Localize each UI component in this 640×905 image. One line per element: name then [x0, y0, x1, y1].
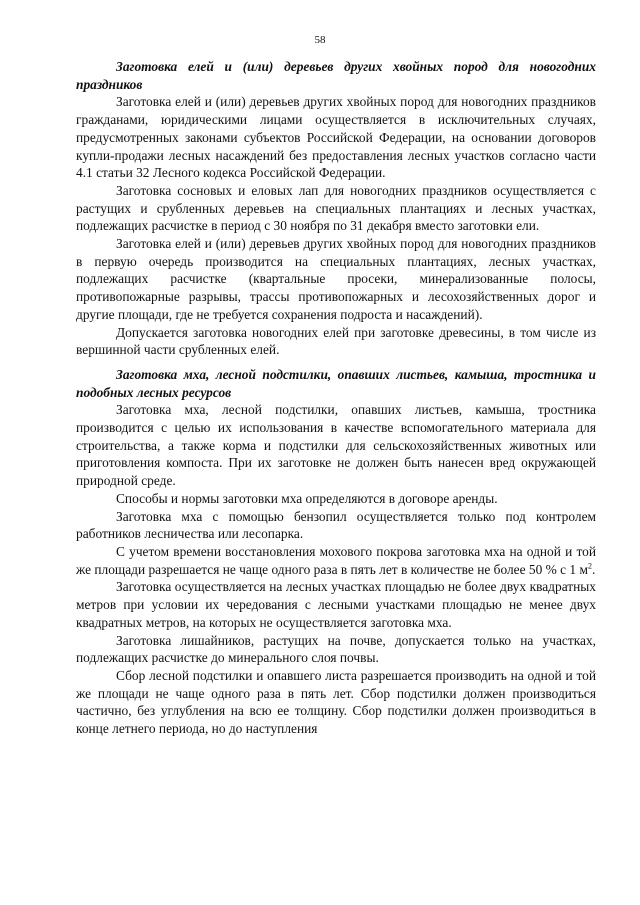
paragraph: Заготовка сосновых и еловых лап для новогодних праздников осуществляется с растущих и срубленных деревьев на специальных плантациях и лесных участках, подлежащих расчистке в период с 30 ноября по 31 декабря вместо заготовки ели.	[76, 182, 596, 234]
section-heading-moss-litter: Заготовка мха, лесной подстилки, опавших листьев, камыша, тростника и подобных лесных ресурсов	[76, 366, 596, 400]
paragraph: Допускается заготовка новогодних елей при заготовке древесины, в том числе из вершинной части срубленных елей.	[76, 324, 596, 358]
paragraph-text: С учетом времени восстановления мохового покрова заготовка мха на одной и той же площади разрешается не чаще одного раза в пять лет в количестве не более 50 % с 1 м	[76, 543, 596, 577]
superscript: 2	[587, 561, 592, 571]
paragraph: Заготовка елей и (или) деревьев других хвойных пород для новогодних праздников гражданами, юридическими лицами осуществляется в исключительных случаях, предусмотренных законами субъектов Российской Федерации, на основании договоров купли-продажи лесных насаждений без предоставления лесных участков согласно части 4.1 статьи 32 Лесного кодекса Российской Федерации.	[76, 94, 596, 181]
document-body	[76, 58, 596, 738]
paragraph: Заготовка лишайников, растущих на почве, допускается только на участках, подлежащих расчистке до минерального слоя почвы.	[76, 632, 596, 666]
paragraph: Заготовка осуществляется на лесных участках площадью не более двух квадратных метров при условии их чередования с лесными участками площадью не менее двух квадратных метров, на которых не осуществляется заготовка мха.	[76, 579, 596, 630]
paragraph: Заготовка мха, лесной подстилки, опавших листьев, камыша, тростника производится с целью их использования в качестве вспомогательного материала для строительства, а также корма и подстилки для сельскохозяйственных животных или приготовления компоста. При их заготовке не должен быть нанесен вред окружающей природной среде.	[76, 402, 596, 489]
paragraph-moss-norm: С учетом времени восстановления мохового покрова заготовка мха на одной и той же площади разрешается не чаще одного раза в пять лет в количестве не более 50 % с 1 $м^2$.	[76, 543, 596, 577]
paragraph: Заготовка мха с помощью бензопил осуществляется только под контролем работников лесничества или лесопарка.	[76, 508, 596, 542]
page-number: 58	[314, 34, 326, 46]
section-heading-christmas-trees: Заготовка елей и (или) деревьев других хвойных пород для новогодних праздников	[76, 59, 596, 92]
paragraph: Заготовка елей и (или) деревьев других хвойных пород для новогодних праздников в первую очередь производится на специальных плантациях, лесных участках, подлежащих расчистке (квартальные просеки, минерализованные полосы, противопожарные разрывы, трассы противопожарных и лесохозяйственных дорог и другие площади, где не требуется сохранения подроста и насаждений).	[76, 236, 596, 322]
paragraph: Сбор лесной подстилки и опавшего листа разрешается производить на одной и той же площади не чаще одного раза в пять лет. Сбор подстилки должен производиться частично, без углубления на всю ее толщину. Сбор подстилки должен производиться в конце летнего периода, но до наступления	[76, 667, 596, 737]
paragraph: Способы и нормы заготовки мха определяются в договоре аренды.	[116, 490, 498, 506]
